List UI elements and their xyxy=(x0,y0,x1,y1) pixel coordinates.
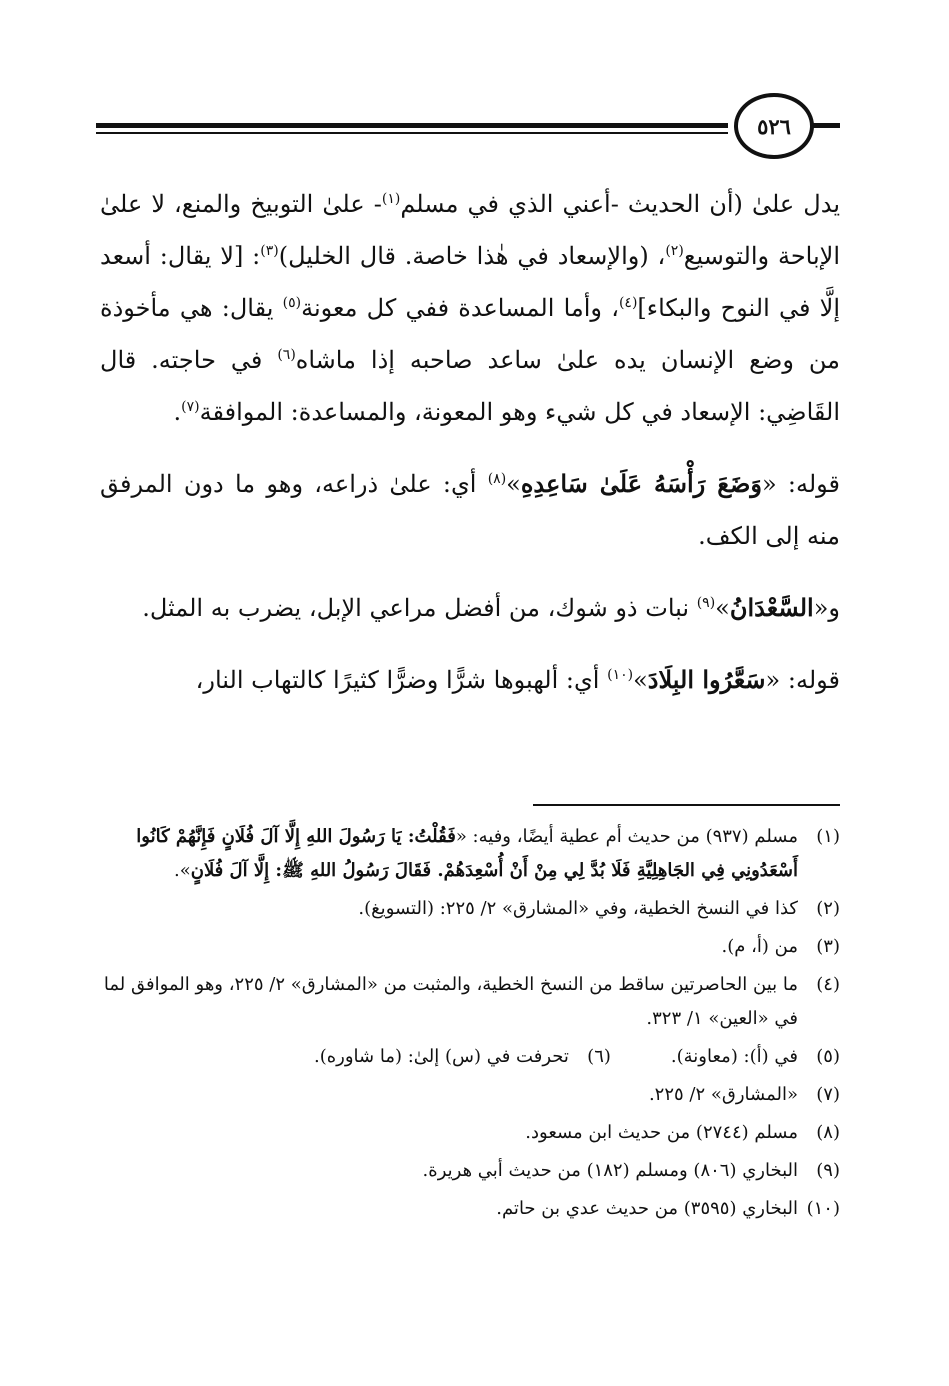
footnote-9 xyxy=(100,1154,840,1188)
hadith-quote: فَقُلْتُ: يَا رَسُولَ اللهِ إِلَّا آلَ فُلَانٍ فَإِنَّهُمْ كَانُوا أَسْعَدُونِي فِي الجَاهِلِيَّةِ فَلَا بُدَّ لِي مِنْ أَنْ أُسْعِدَهُمْ. فَقَالَ رَسُولُ اللهِ ﷺ: إِلَّا آلَ فُلَانٍ xyxy=(136,826,798,881)
footnote-separator xyxy=(533,804,840,806)
text-span: يدل علىٰ (أن الحديث -أعني الذي في مسلم xyxy=(400,190,840,218)
footnote-4 xyxy=(100,968,840,1036)
text-span: - علىٰ التوبيخ والمنع، لا علىٰ الإباحة والتوسيع xyxy=(100,190,841,270)
text-span: في حاجته. قال القَاضِي: الإسعاد في كل شيء وهو المعونة، والمساعدة: الموافقة xyxy=(100,346,840,426)
footnote-ref[interactable]: (٧) xyxy=(181,399,200,415)
text-span: قوله: « xyxy=(761,470,841,498)
text-span: ، وأما المساعدة ففي كل معونة xyxy=(301,294,619,322)
hadith-quote: سَعَّرُوا البِلَادَ xyxy=(647,665,766,694)
hadith-quote: وَضَعَ رَأْسَهُ عَلَىٰ سَاعِدِهِ xyxy=(520,469,762,498)
text-span: » xyxy=(633,666,648,694)
paragraph-4 xyxy=(100,654,840,706)
header-rule-right xyxy=(810,123,840,128)
main-text xyxy=(100,178,840,706)
footnote-number: (٩) xyxy=(816,1160,840,1181)
footnote-text: مسلم (٩٣٧) من حديث أم عطية أيضًا، وفيه: « xyxy=(455,826,798,847)
text-span: و« xyxy=(813,594,840,622)
footnote-number: (٨) xyxy=(816,1122,840,1143)
footnote-text: مسلم (٢٧٤٤) من حديث ابن مسعود. xyxy=(525,1122,798,1143)
footnote-6 xyxy=(314,1040,611,1074)
text-span: . xyxy=(173,398,182,426)
footnote-number: (١٠) xyxy=(806,1198,840,1219)
footnote-8 xyxy=(100,1116,840,1150)
footnote-text: تحرفت في (س) إلىٰ: (ما شاوره). xyxy=(314,1046,569,1067)
footnotes xyxy=(100,820,840,1230)
text-span: قوله: « xyxy=(765,666,840,694)
footnote-ref[interactable]: (٦) xyxy=(277,347,296,363)
text-span: نبات ذو شوك، من أفضل مراعي الإبل، يضرب به المثل. xyxy=(142,594,697,622)
text-span: » xyxy=(506,470,521,498)
footnote-ref[interactable]: (٩) xyxy=(696,595,716,611)
text-span: أي: علىٰ ذراعه، وهو ما دون المرفق منه إلى الكف. xyxy=(100,470,840,550)
footnote-number: (٤) xyxy=(816,974,840,995)
footnote-number: (٥) xyxy=(816,1046,840,1067)
footnote-2 xyxy=(100,892,840,926)
footnote-5 xyxy=(671,1040,840,1074)
footnote-ref[interactable]: (٤) xyxy=(618,295,638,311)
footnote-number: (٦) xyxy=(587,1046,611,1067)
page-number: ٥٢٦ xyxy=(734,93,814,159)
page-header xyxy=(96,93,840,163)
footnote-number: (١) xyxy=(816,826,840,847)
footnote-row-5-6 xyxy=(100,1040,840,1078)
paragraph-3 xyxy=(100,582,840,634)
footnote-10 xyxy=(100,1192,840,1226)
footnote-text: البخاري (٣٥٩٥) من حديث عدي بن حاتم. xyxy=(496,1198,798,1219)
text-span: : [لا يقال: أسعد إلَّا في النوح والبكاء] xyxy=(100,242,841,322)
footnote-text: البخاري (٨٠٦) ومسلم (١٨٢) من حديث أبي هريرة. xyxy=(422,1160,798,1181)
footnote-ref[interactable]: (١٠) xyxy=(607,667,634,683)
hadith-quote: السَّعْدَانُ xyxy=(729,593,814,622)
text-span: أي: ألهبوها شرًّا وضرًّا كثيرًا كالتهاب النار، xyxy=(195,666,608,694)
text-span: يقال: هي مأخوذة من وضع الإنسان يده علىٰ ساعد صاحبه إذا ماشاه xyxy=(100,294,840,374)
text-span: ، (والإسعاد في هٰذا خاصة. قال الخليل) xyxy=(278,242,666,270)
footnote-7 xyxy=(100,1078,840,1112)
header-rule-thin xyxy=(96,132,728,134)
text-span: » xyxy=(715,594,730,622)
footnote-text: من (أ، م). xyxy=(721,936,798,957)
footnote-text: في (أ): (معاونة). xyxy=(670,1046,798,1067)
footnote-number: (٣) xyxy=(816,936,840,957)
footnote-text: «المشارق» ٢/ ٢٢٥. xyxy=(648,1084,798,1105)
paragraph-1 xyxy=(100,178,840,438)
footnote-ref[interactable]: (٨) xyxy=(487,471,507,487)
paragraph-2 xyxy=(100,458,840,562)
footnote-text: ما بين الحاصرتين ساقط من النسخ الخطية، والمثبت من «المشارق» ٢/ ٢٢٥، وهو الموافق لما في «العين» ١/ ٣٢٣. xyxy=(103,974,798,1029)
footnote-number: (٢) xyxy=(816,898,840,919)
footnote-1 xyxy=(100,820,840,888)
footnote-ref[interactable]: (٢) xyxy=(665,243,684,259)
footnote-text: ». xyxy=(173,860,191,881)
footnote-ref[interactable]: (٣) xyxy=(260,243,279,259)
footnote-ref[interactable]: (١) xyxy=(381,191,401,207)
footnote-3 xyxy=(100,930,840,964)
footnote-number: (٧) xyxy=(816,1084,840,1105)
footnote-ref[interactable]: (٥) xyxy=(282,295,302,311)
header-rule-thick xyxy=(96,123,728,128)
footnote-text: كذا في النسخ الخطية، وفي «المشارق» ٢/ ٢٢٥: (التسويغ). xyxy=(358,898,798,919)
